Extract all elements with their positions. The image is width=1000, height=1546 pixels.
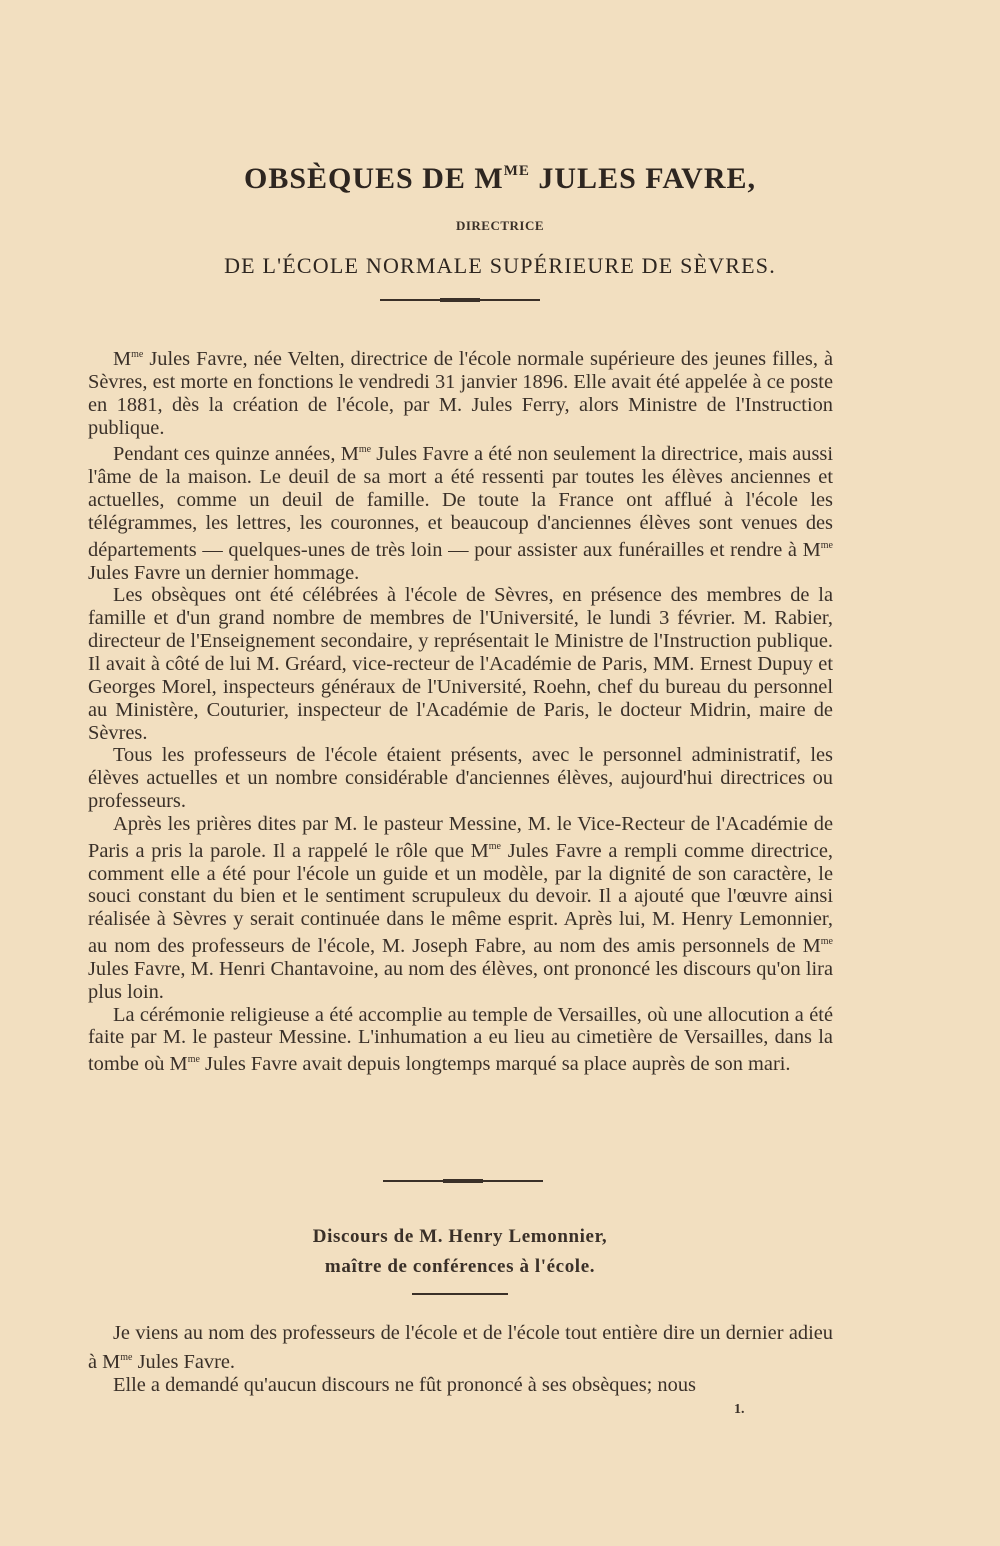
page-number: 1. xyxy=(734,1402,745,1417)
page-subtitle: DE L'ÉCOLE NORMALE SUPÉRIEURE DE SÈVRES. xyxy=(224,253,776,278)
article-body xyxy=(88,344,833,1076)
speech-paragraph-2: Elle a demandé qu'aucun discours ne fût prononcé à ses obsèques; nous xyxy=(113,1374,696,1396)
paragraph-3: Les obsèques ont été célébrées à l'école de Sèvres, en présence des membres de la famille et d'un grand nombre de membres de l'Université, le lundi 3 février. M. Rabier, directeur de l'Enseignement secondaire, y représentait le Ministre de l'Instruction publique. Il avait à côté de lui M. Gréard, vice-recteur de l'Académie de Paris, MM. Ernest Dupuy et Georges Morel, inspecteurs généraux de l'Université, Roehn, chef du bureau du personnel au Ministère, Couturier, inspecteur de l'Académie de Paris, le docteur Midrin, maire de Sèvres. xyxy=(88,584,833,744)
speech-heading-line-1: Discours de M. Henry Lemonnier, xyxy=(312,1226,608,1247)
paragraph-4: Tous les professeurs de l'école étaient présents, avec le personnel administratif, les élèves actuelles et un nombre considérable d'anciennes élèves, aujourd'hui directrices ou professeurs. xyxy=(88,744,833,813)
paragraph-2: Pendant ces quinze années, $M^{me}$ Jules Favre a été non seulement la directrice, mais aussi l'âme de la maison. Le deuil de sa mort a été ressenti par toutes les élèves anciennes et actuelles, comme un deuil de famille. De toute la France ont afflué à l'école les télégrammes, les lettres, les couronnes, et beaucoup d'anciennes élèves sont venues des départements — quelques-unes de très loin — pour assister aux funérailles et rendre à $M^{me}$ Jules Favre un dernier hommage. xyxy=(88,443,833,584)
divider-speech xyxy=(412,1293,508,1295)
paragraph-1: $M^{me}$ Jules Favre, née Velten, directrice de l'école normale supérieure des jeunes filles, à Sèvres, est morte en fonctions le vendredi 31 janvier 1896. Elle avait été appelée à ce poste en 1881, dès la création de l'école, par M. Jules Ferry, alors Ministre de l'Instruction publique. xyxy=(88,348,833,439)
speech-heading-line-2: maître de conférences à l'école. xyxy=(324,1256,596,1277)
speech-body xyxy=(88,1322,833,1398)
speech-paragraph-1: Je viens au nom des professeurs de l'école et de l'école tout entière dire un dernier adieu à $M^{me}$ Jules Favre. xyxy=(88,1322,833,1373)
paragraph-5: Après les prières dites par M. le pasteur Messine, M. le Vice-Recteur de l'Académie de Paris a pris la parole. Il a rappelé le rôle que $M^{me}$ Jules Favre a rempli comme directrice, comment elle a été pour l'école un guide et un modèle, par la dignité de son caractère, le souci constant du bien et le sentiment scrupuleux du devoir. Il a ajouté que l'œuvre ainsi réalisée à Sèvres y serait continuée dans le même esprit. Après lui, M. Henry Lemonnier, au nom des professeurs de l'école, M. Joseph Fabre, au nom des amis personnels de $M^{me}$ Jules Favre, M. Henri Chantavoine, au nom des élèves, ont prononcé les discours qu'on lira plus loin. xyxy=(88,812,833,1003)
divider-top xyxy=(380,299,540,301)
page-title: OBSÈQUES DE $M^{ME}$ JULES FAVRE, xyxy=(243,162,756,195)
divider-middle xyxy=(383,1180,543,1182)
subtitle-directrice: DIRECTRICE xyxy=(455,218,545,233)
paragraph-6: La cérémonie religieuse a été accomplie au temple de Versailles, où une allocution a été faite par M. le pasteur Messine. L'inhumation a eu lieu au cimetière de Versailles, dans la tombe où $M^{me}$ Jules Favre avait depuis longtemps marqué sa place auprès de son mari. xyxy=(88,1003,833,1076)
